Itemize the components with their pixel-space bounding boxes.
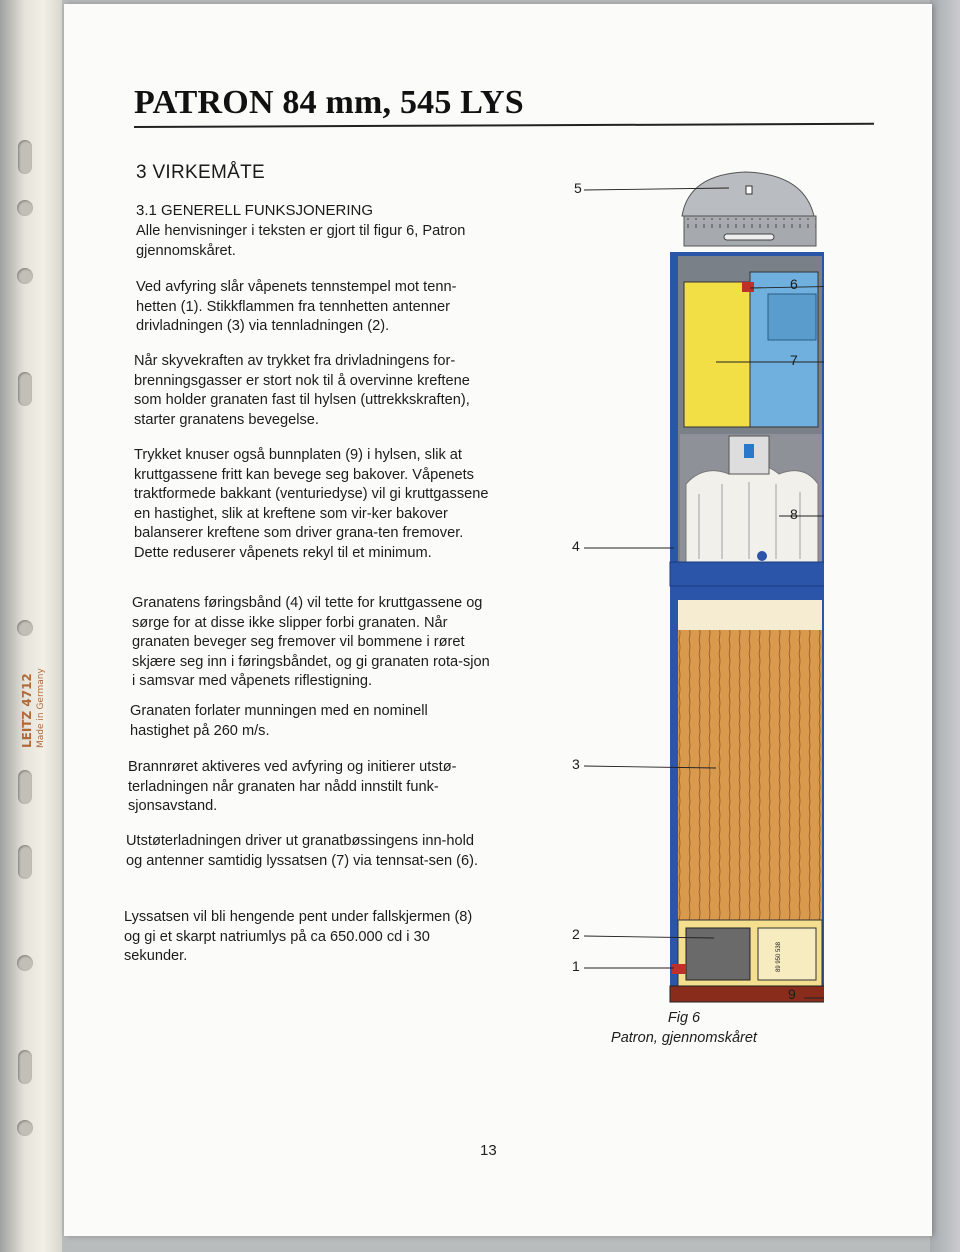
binder-hole [18, 845, 32, 879]
title-underline [134, 123, 874, 128]
propellant-charge [678, 630, 822, 920]
binder-cover-edge [930, 0, 960, 1252]
flare-container-inner [768, 294, 816, 340]
callout-5: 5 [574, 180, 582, 196]
binder-hole [17, 620, 33, 636]
binder-hole [18, 140, 32, 174]
figure-caption-title: Fig 6 [667, 1010, 701, 1026]
paragraph-6: Granaten forlater munningen med en nominell hastighet på 260 m/s. [130, 703, 428, 739]
binder-hole [18, 1050, 32, 1084]
ignition-composition [742, 282, 754, 292]
page-title: PATRON 84 mm, 545 LYS [134, 84, 524, 121]
paragraph-3: Når skyvekraften av trykket fra drivladningens for-brenningsgasser er stort nok til å overvinne kreftene som holder granaten fast til hylsen (uttrekkskraften), starter granatens bevegelse. [134, 353, 470, 428]
document-page [64, 4, 932, 1236]
paragraph-4: Trykket knuser også bunnplaten (9) i hylsen, slik at kruttgassene fritt kan bevege seg bakover. Våpenets traktformede bakkant (venturiedyse) vil gi kruttgassene en hastighet, slik at kreftene som vir-ker bakover balanserer kreftene som driver grana-ten fremover. Dette reduserer våpenets rekyl til et minimum. [134, 447, 489, 561]
binder-brand-label [14, 660, 48, 750]
driving-band [670, 562, 824, 586]
callout-7: 7 [790, 352, 798, 368]
binder-strip [0, 0, 62, 1252]
paragraph-5: Granatens føringsbånd (4) vil tette for kruttgassene og sørge for at disse ikke slipper forbi granaten. Når granaten beveger seg fremover vil bommene i røret skjære seg inn i føringsbåndet, og gi granaten rota-sjon i samsvar med våpenets riflestigning. [132, 595, 490, 689]
paragraph-2: Ved avfyring slår våpenets tennstempel mot tenn-hetten (1). Stikkflammen fra tennhetten antenner drivladningen (3) via tennladningen (2). [136, 279, 457, 334]
base-plate [670, 986, 824, 1002]
paragraph-8: Utstøterladningen driver ut granatbøssingens inn-hold og antenner samtidig lyssatsen (7) via tennsat-sen (6). [126, 833, 479, 869]
callout-9: 9 [788, 986, 796, 1002]
section-heading: 3 VIRKEMÅTE [136, 162, 265, 183]
binder-hole [17, 268, 33, 284]
binder-hole [17, 200, 33, 216]
igniter-assembly [672, 920, 822, 986]
primer [672, 964, 686, 974]
flare-composition [684, 282, 750, 427]
callout-1: 1 [572, 958, 580, 974]
page-number: 13 [480, 1142, 497, 1159]
parachute-pack [680, 434, 822, 564]
binder-hole [17, 1120, 33, 1136]
cartridge-cross-section [564, 164, 824, 1014]
paragraph-7: Brannrøret aktiveres ved avfyring og initierer utstø-terladningen når granaten har nådd innstilt funk-sjonsavstand. [128, 759, 457, 814]
callout-8: 8 [790, 506, 798, 522]
fuze [682, 172, 816, 246]
brand-name: LEITZ 4712 [20, 673, 34, 748]
figure-caption-subtitle: Patron, gjennomskåret [611, 1030, 757, 1046]
callout-4: 4 [572, 538, 580, 554]
paragraph-1: Alle henvisninger i teksten er gjort til figur 6, Patron gjennomskåret. [136, 223, 466, 259]
binder-hole [18, 372, 32, 406]
brand-subtitle: Made in Germany [36, 668, 46, 748]
callout-6: 6 [790, 276, 798, 292]
drawing-code: 89 950 538 [776, 941, 783, 973]
binder-hole [18, 770, 32, 804]
subsection-heading: 3.1 GENERELL FUNKSJONERING [136, 202, 374, 219]
callout-3: 3 [572, 756, 580, 772]
paragraph-9: Lyssatsen vil bli hengende pent under fallskjermen (8) og gi et skarpt natriumlys på ca 650.000 cd i 30 sekunder. [124, 909, 473, 964]
callout-2: 2 [572, 926, 580, 942]
propellant-cap [678, 600, 822, 630]
binder-hole [17, 955, 33, 971]
